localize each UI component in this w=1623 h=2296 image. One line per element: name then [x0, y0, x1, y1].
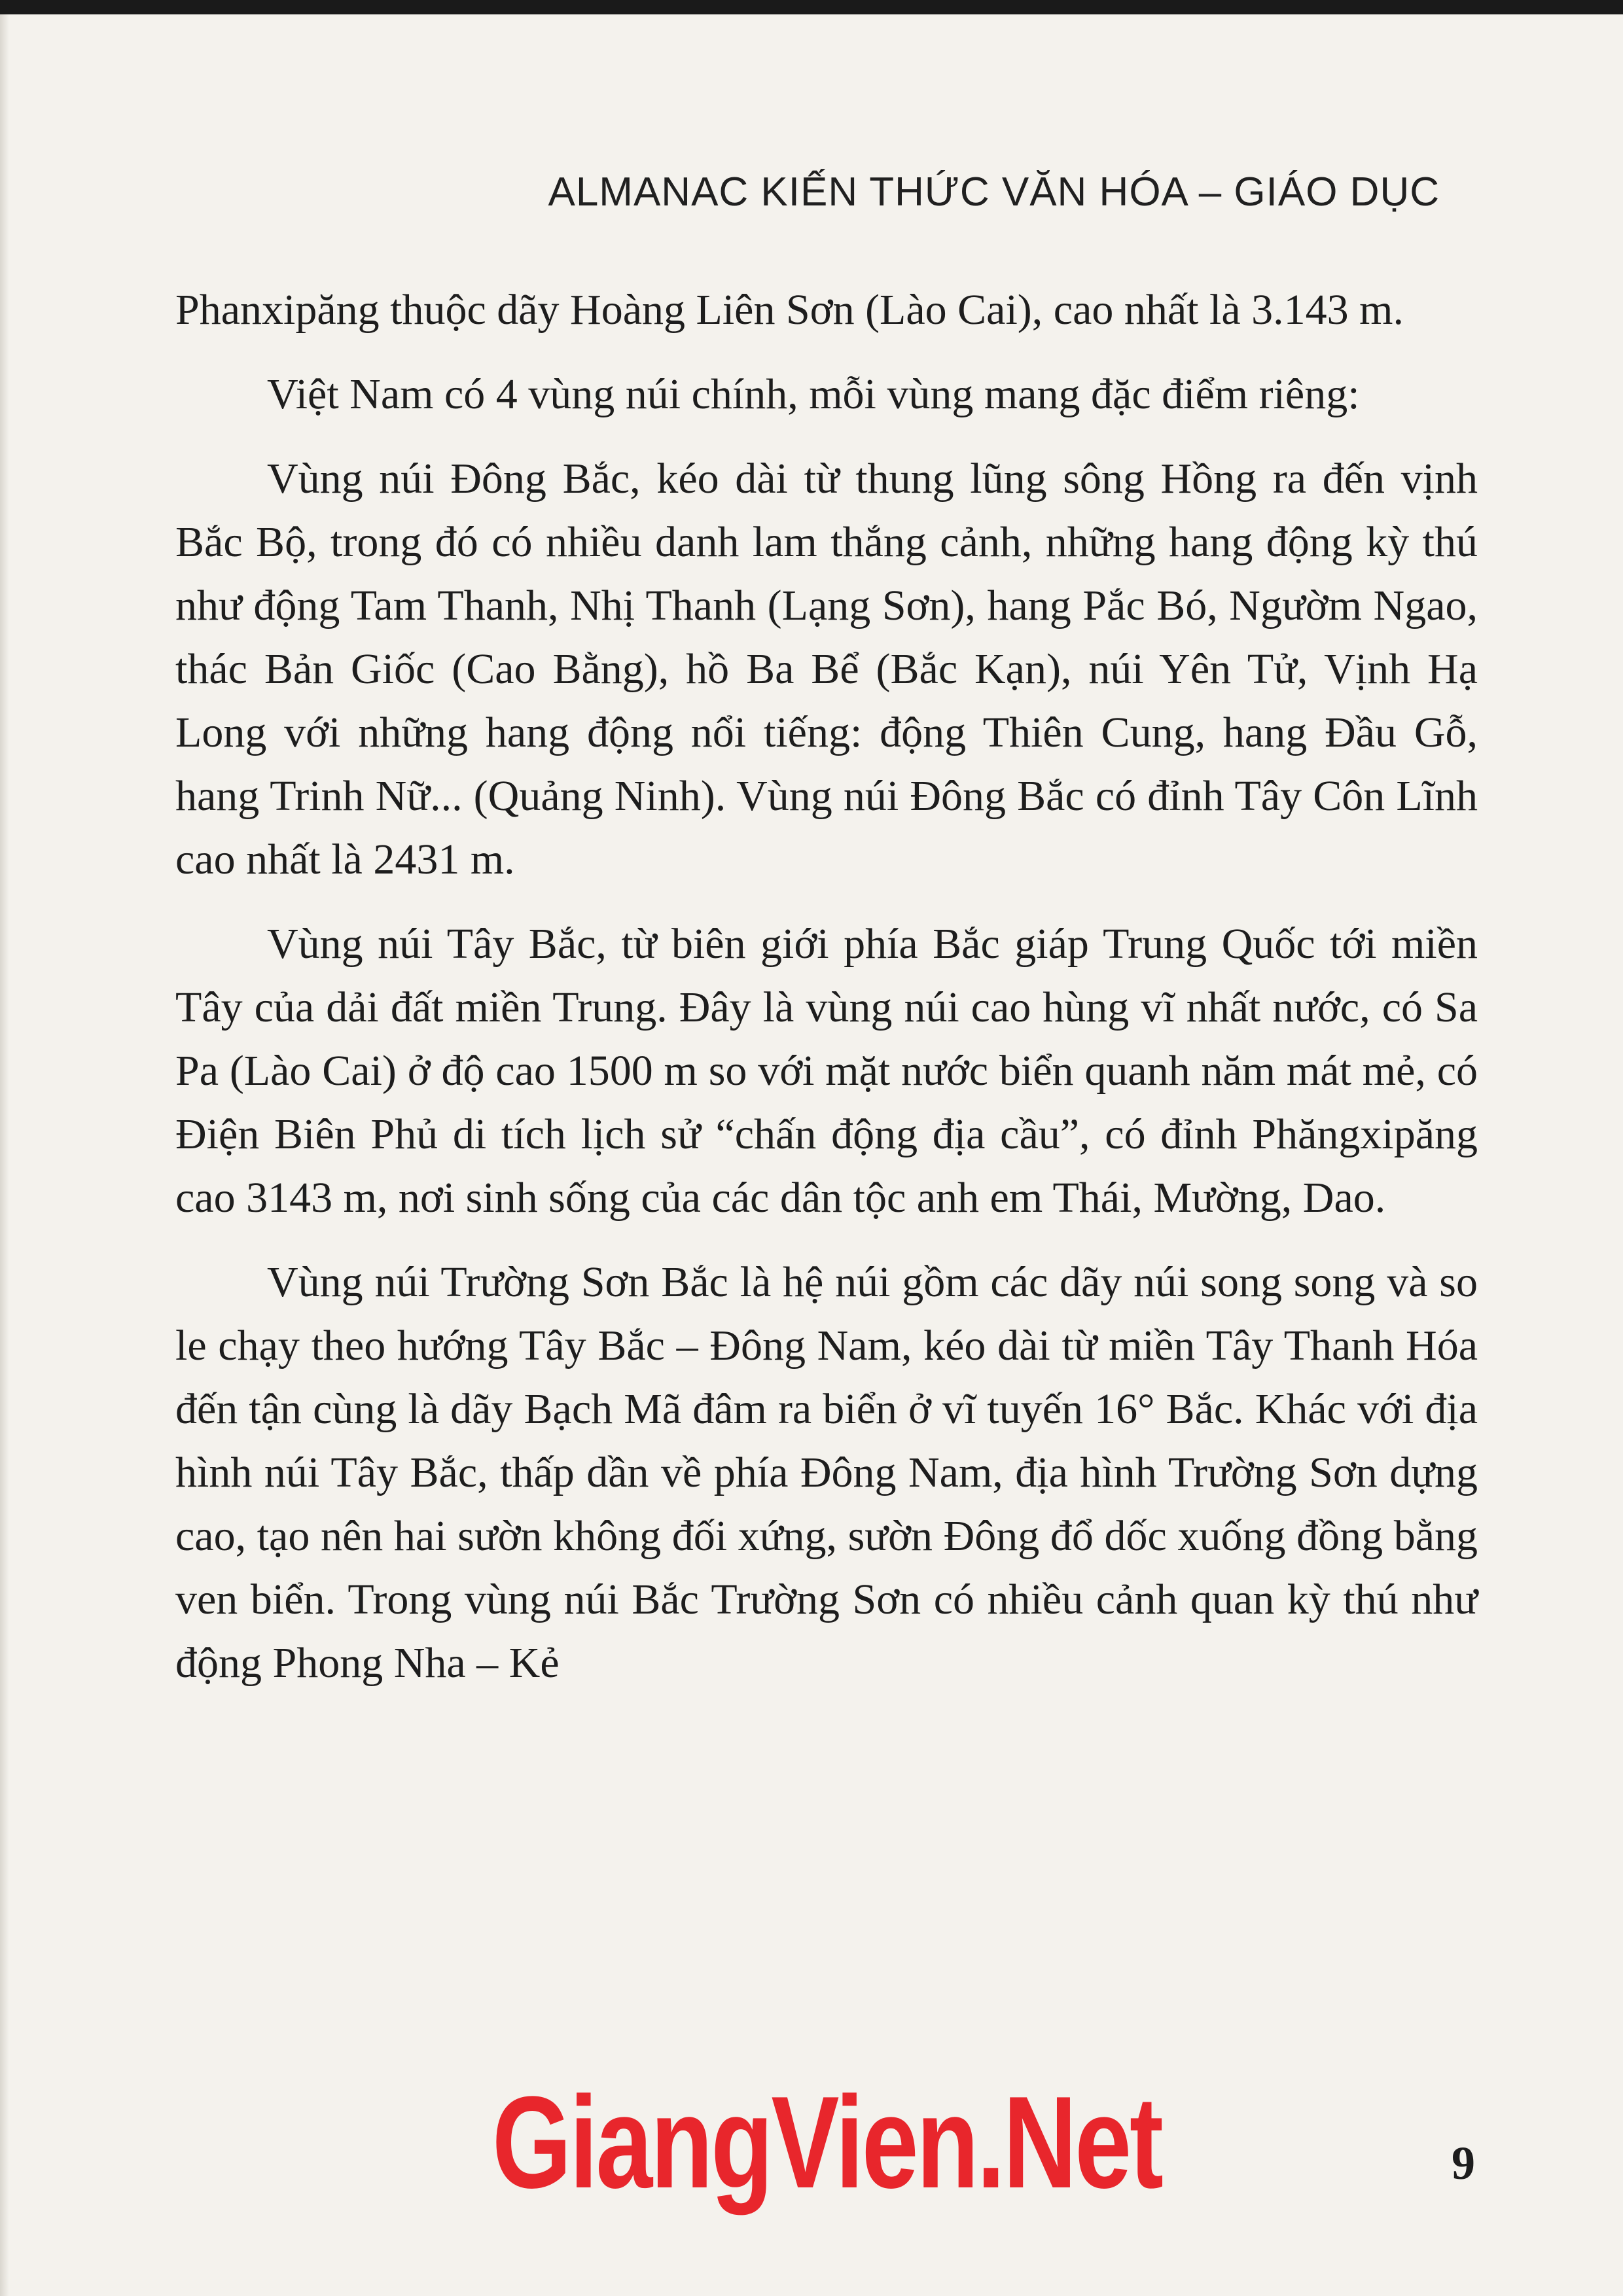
paragraph-intro: Việt Nam có 4 vùng núi chính, mỗi vùng mang đặc điểm riêng: [267, 370, 1360, 418]
watermark-logo: GiangVien.Net [492, 2070, 1162, 2216]
body-text [175, 278, 1478, 1716]
page-binding-shadow [0, 14, 9, 2296]
page-top-edge [0, 0, 1623, 14]
running-header: ALMANAC KIẾN THỨC VĂN HÓA – GIÁO DỤC [548, 169, 1440, 215]
paragraph-tay-bac: Vùng núi Tây Bắc, từ biên giới phía Bắc giáp Trung Quốc tới miền Tây của dải đất miền Trung. Đây là vùng núi cao hùng vĩ nhất nước, có Sa Pa (Lào Cai) ở độ cao 1500 m so với mặt nước biển quanh năm mát mẻ, có Điện Biên Phủ di tích lịch sử “chấn động địa cầu”, có đỉnh Phăngxipăng cao 3143 m, nơi sinh sống của các dân tộc anh em Thái, Mường, Dao. [175, 920, 1478, 1222]
paragraph-continuation: Phanxipăng thuộc dãy Hoàng Liên Sơn (Lào Cai), cao nhất là 3.143 m. [175, 286, 1404, 334]
page-number: 9 [1452, 2137, 1475, 2189]
paragraph-dong-bac: Vùng núi Đông Bắc, kéo dài từ thung lũng sông Hồng ra đến vịnh Bắc Bộ, trong đó có nhiều danh lam thắng cảnh, những hang động kỳ thú như động Tam Thanh, Nhị Thanh (Lạng Sơn), hang Pắc Bó, Ngườm Ngao, thác Bản Giốc (Cao Bằng), hồ Ba Bể (Bắc Kạn), núi Yên Tử, Vịnh Hạ Long với những hang động nổi tiếng: động Thiên Cung, hang Đầu Gỗ, hang Trinh Nữ... (Quảng Ninh). Vùng núi Đông Bắc có đỉnh Tây Côn Lĩnh cao nhất là 2431 m. [175, 455, 1478, 883]
paragraph-truong-son-bac: Vùng núi Trường Sơn Bắc là hệ núi gồm các dãy núi song song và so le chạy theo hướng Tây Bắc – Đông Nam, kéo dài từ miền Tây Thanh Hóa đến tận cùng là dãy Bạch Mã đâm ra biển ở vĩ tuyến 16° Bắc. Khác với địa hình núi Tây Bắc, thấp dần về phía Đông Nam, địa hình Trường Sơn dựng cao, tạo nên hai sườn không đối xứng, sườn Đông đổ dốc xuống đồng bằng ven biển. Trong vùng núi Bắc Trường Sơn có nhiều cảnh quan kỳ thú như động Phong Nha – Kẻ [175, 1258, 1478, 1687]
